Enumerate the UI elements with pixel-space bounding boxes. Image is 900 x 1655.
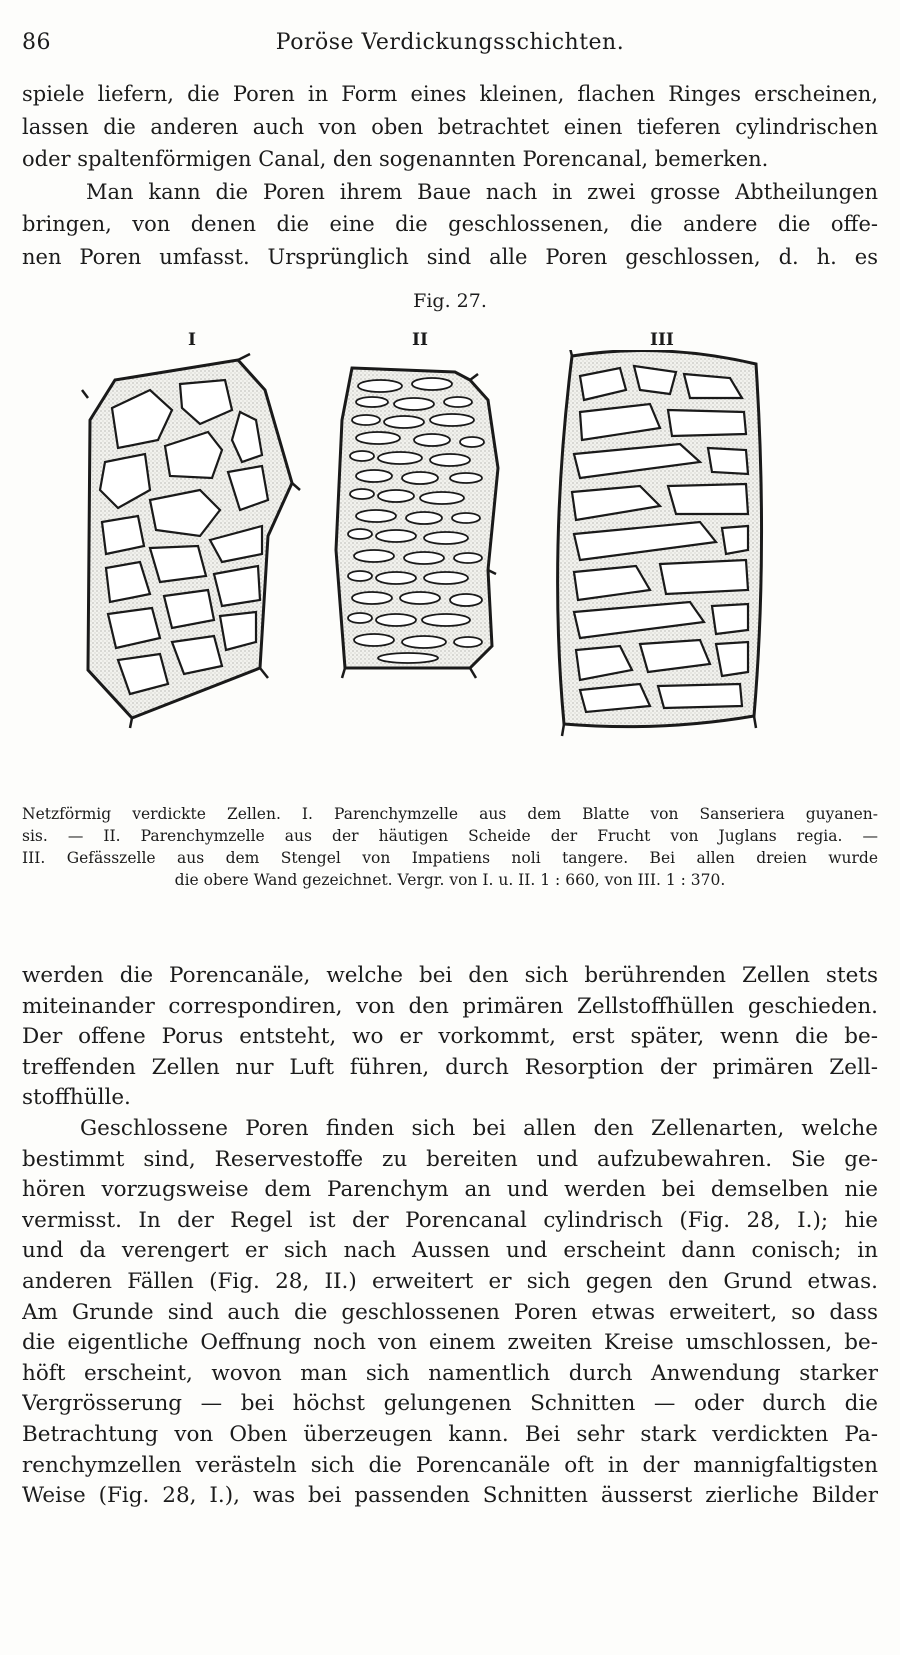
text-line: Am Grunde sind auch die geschlossenen Poren etwas erweitert, so dass xyxy=(22,1299,878,1325)
text-line: und da verengert er sich nach Aussen und erscheint dann conisch; in xyxy=(22,1238,878,1264)
text-line: oder spaltenförmigen Canal, den sogenannten Porencanal, bemerken. xyxy=(22,147,769,171)
text-line: die eigentliche Oeffnung noch von einem zweiten Kreise umschlossen, be- xyxy=(22,1330,878,1356)
text-line: nen Poren umfasst. Ursprünglich sind alle Poren geschlossen, d. h. es xyxy=(22,244,878,269)
caption-line: sis. — II. Parenchymzelle aus der häutigen Scheide der Frucht von Juglans regia. — xyxy=(22,827,878,845)
cell-panel-ii xyxy=(336,368,498,678)
text-line: stoffhülle. xyxy=(22,1085,131,1111)
text-line: Vergrösserung — bei höchst gelungenen Schnitten — oder durch die xyxy=(22,1391,878,1417)
text-line: Man kann die Poren ihrem Baue nach in zwei grosse Abtheilungen xyxy=(86,179,878,204)
caption-line: Netzförmig verdickte Zellen. I. Parenchymzelle aus dem Blatte von Sanseriera guyanen- xyxy=(22,805,878,823)
text-line: Betrachtung von Oben überzeugen kann. Bei sehr stark verdickten Pa- xyxy=(22,1421,878,1447)
text-line: renchymzellen verästeln sich die Porencanäle oft in der mannigfaltigsten xyxy=(22,1452,878,1478)
page-header xyxy=(22,30,878,60)
figure-label: Fig. 27. xyxy=(413,290,487,312)
text-line: Der offene Porus entsteht, wo er vorkommt, erst später, wenn die be- xyxy=(22,1024,878,1050)
paragraph-top xyxy=(22,78,878,273)
text-line: Weise (Fig. 28, I.), was bei passenden Schnitten äusserst zierliche Bilder xyxy=(22,1483,878,1509)
text-line: Geschlossene Poren finden sich bei allen den Zellenarten, welche xyxy=(80,1115,878,1141)
caption-line: III. Gefässzelle aus dem Stengel von Impatiens noli tangere. Bei allen dreien wurde xyxy=(22,849,878,867)
caption-line: die obere Wand gezeichnet. Vergr. von I. u. II. 1 : 660, von III. 1 : 370. xyxy=(174,871,726,889)
text-line: hören vorzugsweise dem Parenchym an und werden bei demselben nie xyxy=(22,1177,878,1203)
text-line: werden die Porencanäle, welche bei den sich berührenden Zellen stets xyxy=(22,963,878,988)
panel-label-i: I xyxy=(188,330,196,350)
paragraph-bottom xyxy=(22,961,878,1512)
panel-label-ii: II xyxy=(412,330,428,350)
panel-label-iii: III xyxy=(650,330,674,350)
cell-panel-iii xyxy=(558,350,762,736)
text-line: anderen Fällen (Fig. 28, II.) erweitert er sich gegen den Grund etwas. xyxy=(22,1268,878,1294)
text-line: spiele liefern, die Poren in Form eines kleinen, flachen Ringes erscheinen, xyxy=(22,82,878,106)
figure-caption xyxy=(22,803,878,891)
running-title: Poröse Verdickungsschichten. xyxy=(275,30,625,55)
cell-figure xyxy=(0,350,900,770)
text-line: lassen die anderen auch von oben betrachtet einen tieferen cylindrischen xyxy=(22,114,878,139)
text-line: vermisst. In der Regel ist der Porencanal cylindrisch (Fig. 28, I.); hie xyxy=(22,1207,878,1233)
text-line: bringen, von denen die eine die geschlossenen, die andere die offe- xyxy=(22,212,878,236)
text-line: treffenden Zellen nur Luft führen, durch Resorption der primären Zell- xyxy=(22,1054,878,1080)
text-line: höft erscheint, wovon man sich namentlich durch Anwendung starker xyxy=(22,1360,878,1386)
text-line: bestimmt sind, Reservestoffe zu bereiten und aufzubewahren. Sie ge- xyxy=(22,1146,878,1172)
text-line: miteinander correspondiren, von den primären Zellstoffhüllen geschieden. xyxy=(22,993,878,1019)
cell-panel-i xyxy=(82,354,300,728)
page-number: 86 xyxy=(22,30,51,55)
